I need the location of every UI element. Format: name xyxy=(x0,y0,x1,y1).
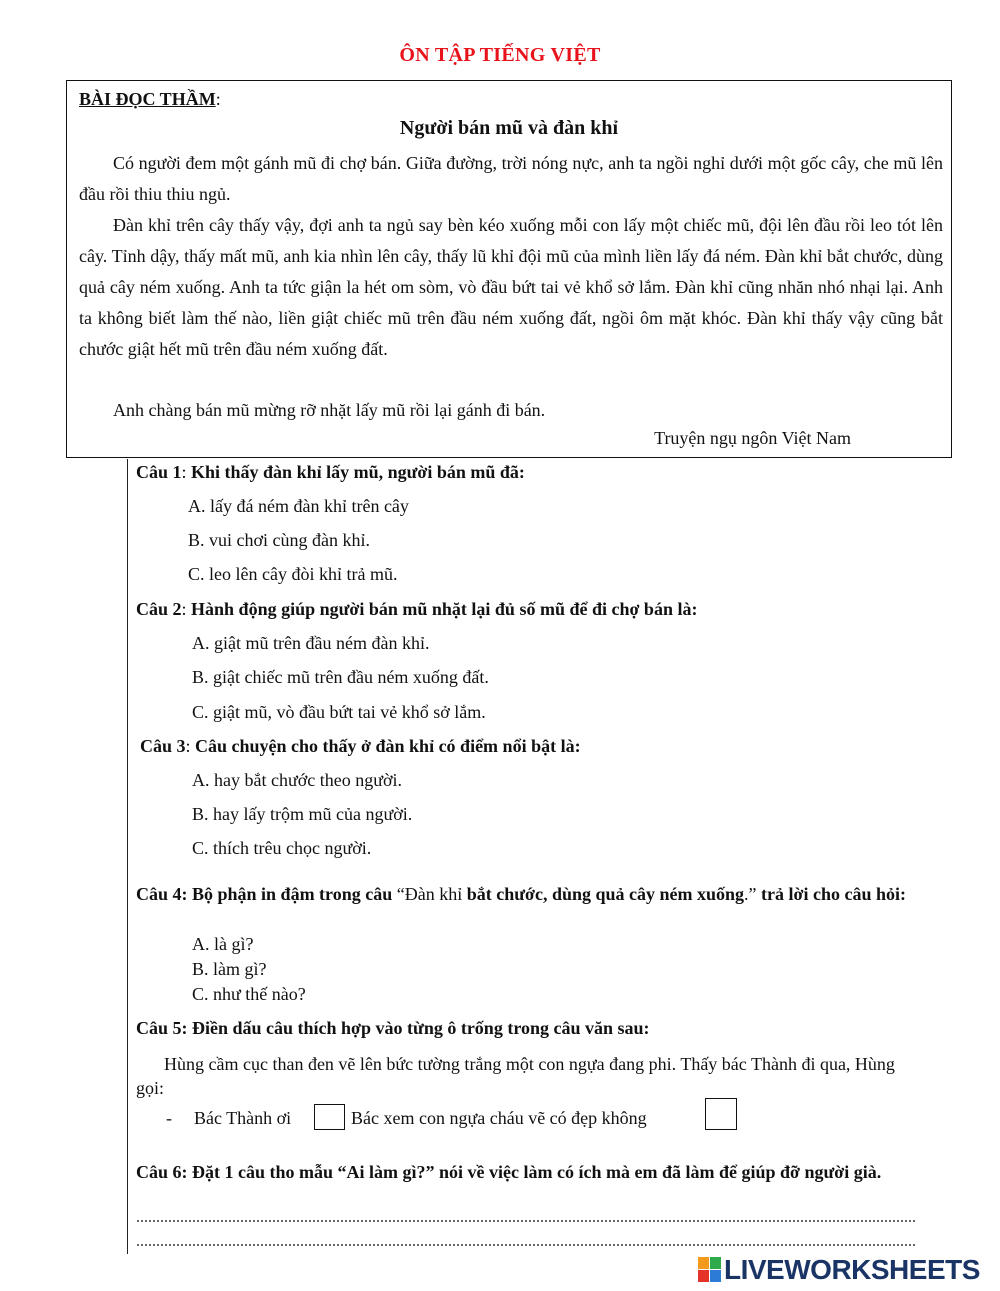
q3-option-a[interactable]: A. hay bắt chước theo người. xyxy=(192,770,402,790)
punctuation-box-2[interactable] xyxy=(705,1098,737,1130)
q1-option-a[interactable]: A. lấy đá ném đàn khỉ trên cây xyxy=(188,496,409,516)
q4-option-b[interactable]: B. làm gì? xyxy=(192,959,267,979)
story-paragraph: Có người đem một gánh mũ đi chợ bán. Giữa đường, trời nóng nực, anh ta ngồi nghỉ dưới một gốc cây, che mũ lên đầu rồi thiu thiu ngủ. xyxy=(79,153,943,204)
reading-label: BÀI ĐỌC THẦM: xyxy=(79,89,221,109)
q5-part2: Bác xem con ngựa cháu vẽ có đẹp không xyxy=(351,1108,647,1128)
question-6: Câu 6: Đặt 1 câu tho mẫu “Ai làm gì?” nói về việc làm có ích mà em đã làm để giúp đỡ người già. xyxy=(136,1162,882,1182)
question-5: Câu 5: Điền dấu câu thích hợp vào từng ô trống trong câu văn sau: xyxy=(136,1018,650,1038)
q5-part1: Bác Thành ơi xyxy=(194,1108,292,1128)
liveworksheets-logo xyxy=(698,1254,994,1288)
q4-option-c[interactable]: C. như thế nào? xyxy=(192,984,306,1004)
answer-line-2[interactable] xyxy=(136,1244,916,1246)
question-3: Câu 3: Câu chuyện cho thấy ở đàn khỉ có điểm nổi bật là: xyxy=(140,736,581,756)
q1-option-c[interactable]: C. leo lên cây đòi khỉ trả mũ. xyxy=(188,564,398,584)
q2-option-a[interactable]: A. giật mũ trên đầu ném đàn khỉ. xyxy=(192,633,430,653)
punctuation-box-1[interactable] xyxy=(314,1104,345,1130)
story-paragraph: Đàn khỉ trên cây thấy vậy, đợi anh ta ngủ say bèn kéo xuống mỗi con lấy một chiếc mũ, đội lên đầu rồi leo tót lên cây. Tỉnh dậy, thấy mất mũ, anh kia nhìn lên cây, thấy lũ khỉ đội mũ của mình liền lấy đá ném. Đàn khỉ bắt chước, dùng quả cây ném xuống. Anh ta tức giận la hét om sòm, vò đầu bứt tai vẻ khổ sở lắm. Đàn khỉ cũng nhăn nhó nhại lại. Anh ta không biết làm thế nào, liền giật chiếc mũ trên đầu ném xuống đất, ngồi ôm mặt khóc. Đàn khỉ thấy vậy cũng bắt chước giật hết mũ trên đầu ném xuống đất. xyxy=(79,215,943,359)
q2-option-c[interactable]: C. giật mũ, vò đầu bứt tai vẻ khổ sở lắm. xyxy=(192,702,486,722)
question-4: Câu 4: Bộ phận in đậm trong câu “Đàn khỉ bắt chước, dùng quả cây ném xuống.” trả lời cho câu hỏi: xyxy=(136,884,907,904)
story-source: Truyện ngụ ngôn Việt Nam xyxy=(654,428,851,448)
question-2: Câu 2: Hành động giúp người bán mũ nhặt lại đủ số mũ để đi chợ bán là: xyxy=(136,599,698,619)
logo-blocks-icon xyxy=(698,1257,722,1283)
q1-option-b[interactable]: B. vui chơi cùng đàn khỉ. xyxy=(188,530,370,550)
q5-dash: - xyxy=(166,1108,172,1128)
margin-line xyxy=(127,459,128,1254)
q4-option-a[interactable]: A. là gì? xyxy=(192,934,254,954)
page-title: ÔN TẬP TIẾNG VIỆT xyxy=(399,44,601,66)
q2-option-b[interactable]: B. giật chiếc mũ trên đầu ném xuống đất. xyxy=(192,667,489,687)
answer-line-1[interactable] xyxy=(136,1220,916,1222)
q5-passage: Hùng cầm cục than đen vẽ lên bức tường trắng một con ngựa đang phi. Thấy bác Thành đi qua, Hùng gọi: xyxy=(136,1054,895,1098)
reading-box xyxy=(66,80,952,458)
question-1: Câu 1: Khi thấy đàn khỉ lấy mũ, người bán mũ đã: xyxy=(136,462,525,482)
q3-option-b[interactable]: B. hay lấy trộm mũ của người. xyxy=(192,804,413,824)
story-paragraph: Anh chàng bán mũ mừng rỡ nhặt lấy mũ rồi lại gánh đi bán. xyxy=(113,400,546,420)
q3-option-c[interactable]: C. thích trêu chọc người. xyxy=(192,838,372,858)
story-title: Người bán mũ và đàn khỉ xyxy=(399,117,619,139)
brand-name: LIVEWORKSHEETS xyxy=(724,1254,980,1285)
